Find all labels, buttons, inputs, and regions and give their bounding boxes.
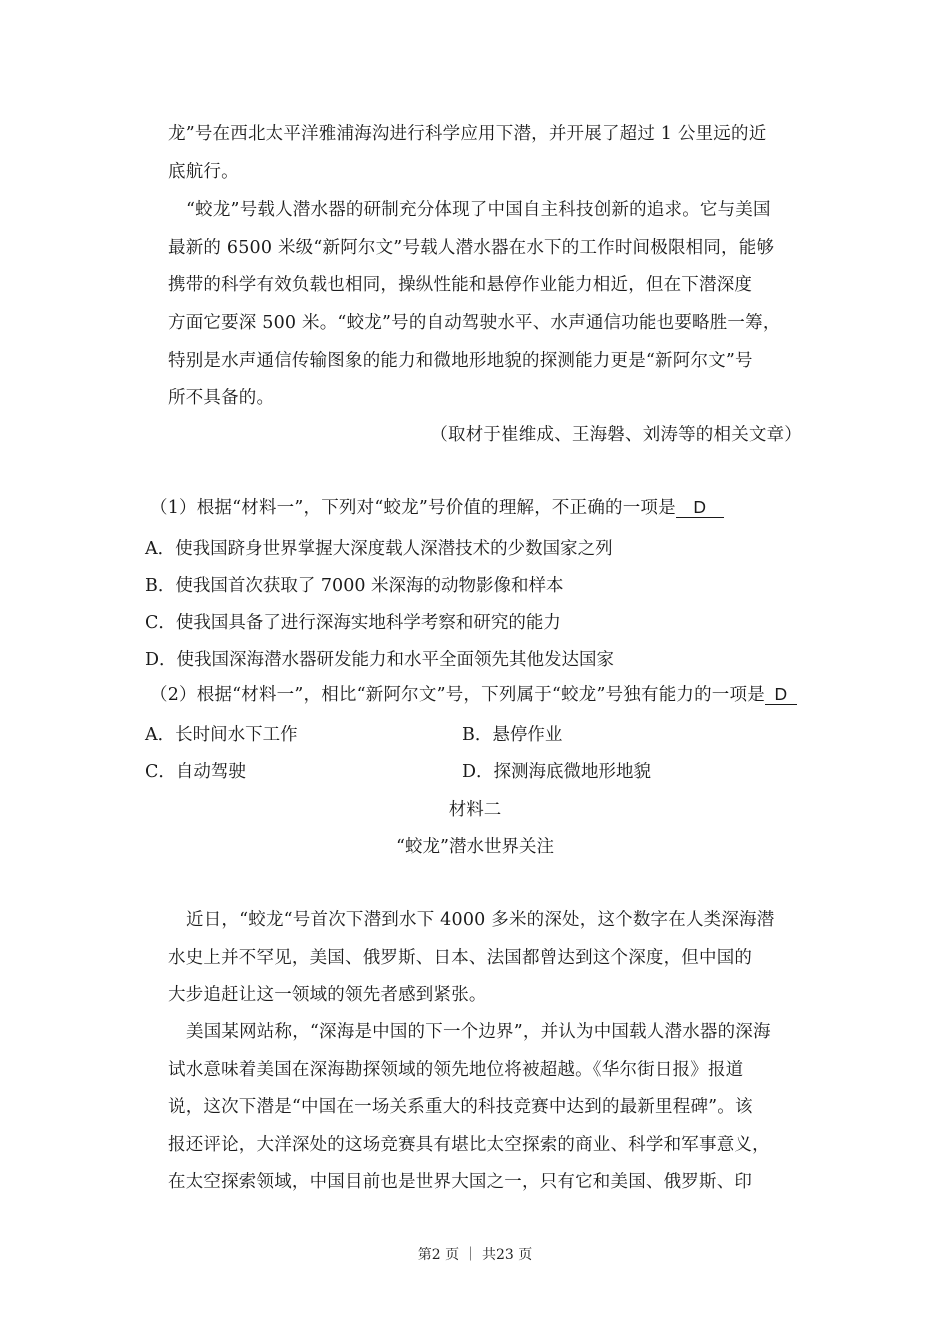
text-line: 大步追赶让这一领域的领先者感到紧张。 <box>168 985 487 1005</box>
question1-answer-blank: D <box>676 497 724 518</box>
question1-option-d: D．使我国深海潜水器研发能力和水平全面领先其他发达国家 <box>145 650 615 670</box>
question1-option-b: B．使我国首次获取了 7000 米深海的动物影像和样本 <box>145 576 564 596</box>
text-line: 方面它要深 500 米。“蛟龙”号的自动驾驶水平、水声通信功能也要略胜一筹， <box>168 313 781 334</box>
material1-paragraph1 <box>168 116 808 191</box>
text-line: 所不具备的。 <box>168 388 275 409</box>
text-line: 龙”号在西北太平洋雅浦海沟进行科学应用下潜，并开展了超过 1 公里远的近 <box>168 124 767 144</box>
question2-stem-line <box>150 684 797 706</box>
page-number-footer: 第2 页 ｜ 共23 页 <box>417 1247 533 1263</box>
text-line: 最新的 6500 米级“新阿尔文”号载人潜水器在水下的工作时间极限相同，能够 <box>168 237 775 258</box>
question2-option-c: C．自动驾驶 <box>145 762 246 782</box>
text-line: “蛟龙”号载人潜水器的研制充分体现了中国自主科技创新的追求。它与美国 <box>186 200 771 220</box>
text-line: 试水意味着美国在深海勘探领域的领先地位将被超越。《华尔街日报》报道 <box>168 1059 744 1080</box>
material2-label: 材料二 <box>448 800 502 820</box>
text-line: 携带的科学有效负载也相同，操纵性能和悬停作业能力相近，但在下潜深度 <box>168 275 753 296</box>
text-line: 美国某网站称，“深海是中国的下一个边界”，并认为中国载人潜水器的深海 <box>186 1022 771 1042</box>
text-line: 说，这次下潜是“中国在一场关系重大的科技竞赛中达到的最新里程碑”。该 <box>168 1097 753 1117</box>
question2-option-d: D．探测海底微地形地貌 <box>462 762 652 782</box>
source-citation: （取材于崔维成、王海磐、刘涛等的相关文章） <box>430 425 802 445</box>
question1-stem: （1）根据“材料一”，下列对“蛟龙”号价值的理解，不正确的一项是 <box>150 498 676 518</box>
text-line: 底航行。 <box>168 161 239 182</box>
material2-paragraph2 <box>168 1014 808 1202</box>
text-line: 特别是水声通信传输图象的能力和微地形地貌的探测能力更是“新阿尔文”号 <box>168 350 753 371</box>
question1-stem-line <box>150 497 724 519</box>
material1-paragraph2 <box>168 192 808 418</box>
question1-option-a: A．使我国跻身世界掌握大深度载人深潜技术的少数国家之列 <box>145 539 613 559</box>
text-line: 水史上并不罕见，美国、俄罗斯、日本、法国都曾达到这个深度，但中国的 <box>168 947 753 968</box>
question2-answer-blank: D <box>765 684 797 705</box>
text-line: 报还评论，大洋深处的这场竞赛具有堪比太空探索的商业、科学和军事意义， <box>168 1134 770 1155</box>
question2-option-b: B．悬停作业 <box>462 725 563 745</box>
question2-option-a: A．长时间水下工作 <box>145 725 298 745</box>
text-line: 在太空探索领域，中国目前也是世界大国之一，只有它和美国、俄罗斯、印 <box>168 1172 753 1192</box>
material2-paragraph1 <box>168 902 808 1015</box>
question1-option-c: C．使我国具备了进行深海实地科学考察和研究的能力 <box>145 613 561 633</box>
text-line: 近日，“蛟龙“号首次下潜到水下 4000 多米的深处，这个数字在人类深海潜 <box>186 910 775 930</box>
question2-stem: （2）根据“材料一”，相比“新阿尔文”号，下列属于“蛟龙”号独有能力的一项是 <box>150 685 765 705</box>
material2-title: “蛟龙”潜水世界关注 <box>396 837 554 857</box>
